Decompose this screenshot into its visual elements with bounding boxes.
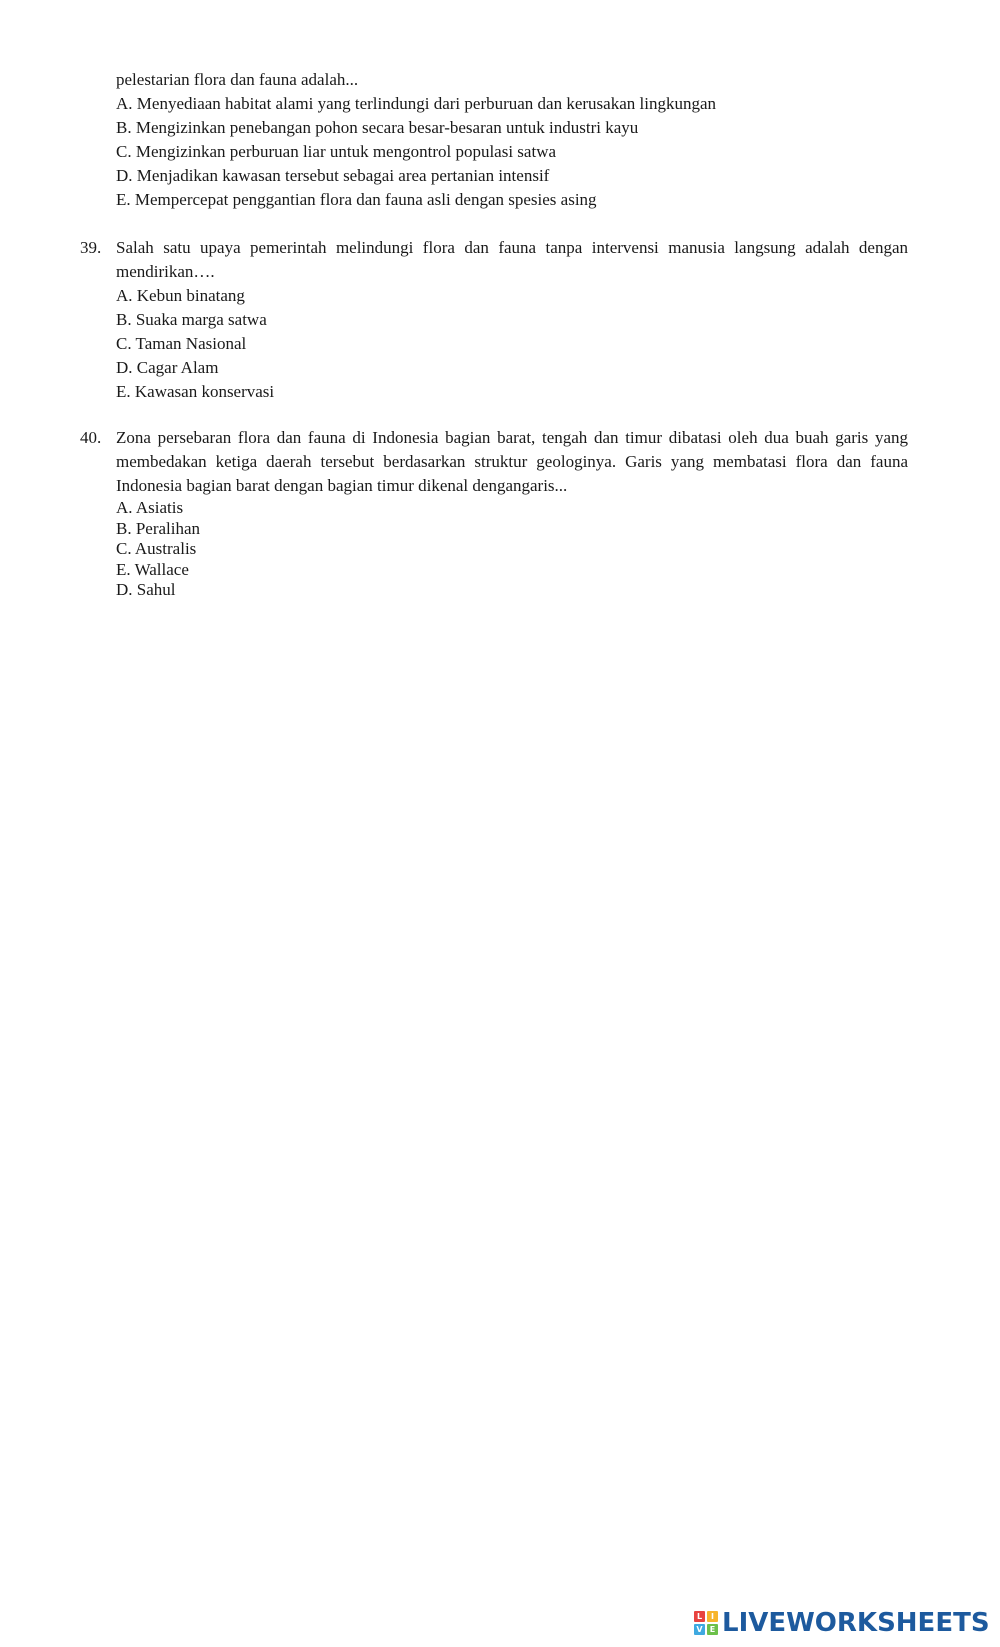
answer-option: C. Taman Nasional	[116, 334, 247, 353]
question-40	[80, 426, 908, 601]
question-text: Salah satu upaya pemerintah melindungi flora dan fauna tanpa intervensi manusia langsung adalah dengan mendirikan….	[116, 238, 908, 281]
answer-option: B. Suaka marga satwa	[116, 310, 267, 329]
answer-options	[116, 498, 908, 601]
question-number: 39.	[80, 238, 102, 257]
answer-option: D. Cagar Alam	[116, 358, 219, 377]
question-39	[80, 236, 908, 404]
answer-option: A. Asiatis	[116, 498, 184, 517]
answer-option: B. Peralihan	[116, 518, 201, 538]
answer-option: E. Wallace	[116, 559, 189, 579]
answer-option: B. Mengizinkan penebangan pohon secara besar-besaran untuk industri kayu	[116, 118, 639, 137]
answer-option: E. Mempercepat penggantian flora dan fauna asli dengan spesies asing	[116, 190, 597, 209]
logo-mark-icon	[694, 1611, 718, 1635]
question-text: Zona persebaran flora dan fauna di Indonesia bagian barat, tengah dan timur dibatasi oleh dua buah garis yang membedakan ketiga daerah tersebut berdasarkan struktur geologinya. Garis yang membatasi flora dan fauna Indonesia bagian barat dengan bagian timur dikenal dengangaris...	[116, 428, 908, 495]
logo-tile: E	[707, 1624, 718, 1635]
answer-option: C. Australis	[116, 539, 197, 559]
logo-tile: I	[707, 1611, 718, 1622]
answer-option: A. Menyediaan habitat alami yang terlindungi dari perburuan dan kerusakan lingkungan	[116, 94, 717, 113]
answer-option: D. Menjadikan kawasan tersebut sebagai area pertanian intensif	[116, 166, 550, 185]
answer-option: C. Mengizinkan perburuan liar untuk mengontrol populasi satwa	[116, 142, 557, 161]
liveworksheets-logo	[694, 1608, 990, 1638]
question-stem-continuation: pelestarian flora dan fauna adalah...	[116, 70, 359, 89]
question-number: 40.	[80, 428, 102, 447]
previous-question-continuation	[116, 68, 908, 212]
logo-tile: L	[694, 1611, 705, 1622]
logo-wordmark: LIVEWORKSHEETS	[722, 1608, 990, 1638]
answer-option: E. Kawasan konservasi	[116, 382, 275, 401]
logo-tile: V	[694, 1624, 705, 1635]
answer-options	[116, 284, 908, 404]
answer-option: D. Sahul	[116, 580, 176, 600]
answer-option: A. Kebun binatang	[116, 286, 245, 305]
